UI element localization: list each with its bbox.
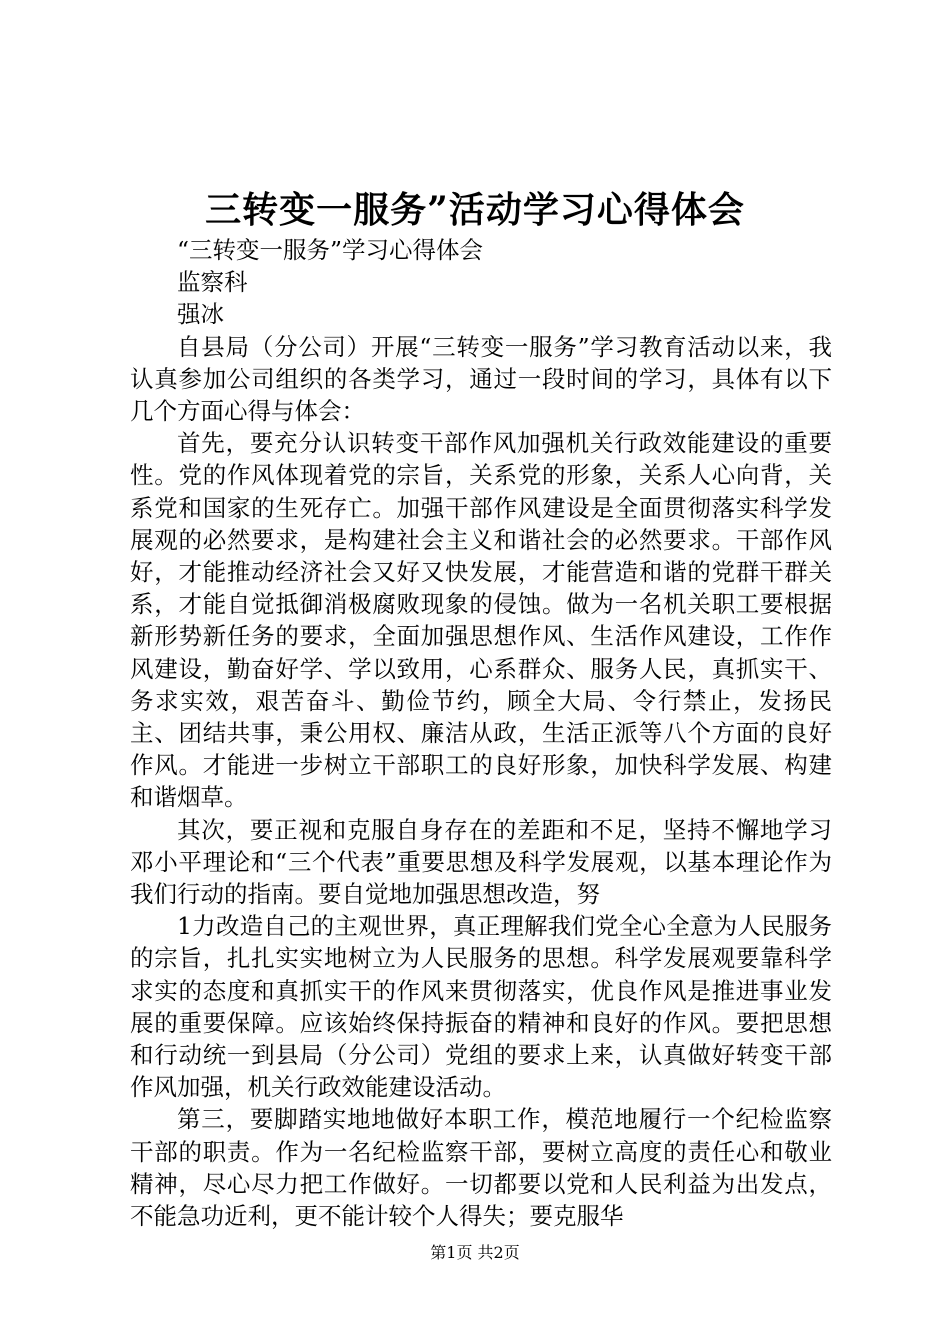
page-footer: 第1页 共2页 — [430, 1243, 520, 1262]
body-paragraph: 其次，要正视和克服自身存在的差距和不足，坚持不懈地学习邓小平理论和“三个代表”重要思想及科学发展观，以基本理论作为我们行动的指南。要自觉地加强思想改造，努 — [130, 815, 832, 909]
document-title: 三转变一服务”活动学习心得体会 — [205, 189, 745, 231]
body-paragraph: 第三，要脚踏实地地做好本职工作，模范地履行一个纪检监察干部的职责。作为一名纪检监察干部，要树立高度的责任心和敬业精神，尽心尽力把工作做好。一切都要以党和人民利益为出发点，不能急功近利，更不能计较个人得失；要克服华 — [130, 1105, 832, 1231]
author-line: 强冰 — [177, 300, 224, 329]
department-line: 监察科 — [177, 268, 248, 297]
subtitle-paragraph: “三转变一服务”学习心得体会 — [177, 236, 484, 264]
body-paragraph: 1力改造自己的主观世界，真正理解我们党全心全意为人民服务的宗旨，扎扎实实地树立为人民服务的思想。科学发展观要靠科学求实的态度和真抓实干的作风来贯彻落实，优良作风是推进事业发展的重要保障。应该始终保持振奋的精神和良好的作风。要把思想和行动统一到县局（分公司）党组的要求上来，认真做好转变干部作风加强，机关行政效能建设活动。 — [130, 912, 832, 1102]
document-body — [130, 234, 832, 1232]
body-paragraph: 首先，要充分认识转变干部作风加强机关行政效能建设的重要性。党的作风体现着党的宗旨，关系党的形象，关系人心向背，关系党和国家的生死存亡。加强干部作风建设是全面贯彻落实科学发展观的必然要求，是构建社会主义和谐社会的必然要求。干部作风好，才能推动经济社会又好又快发展，才能营造和谐的党群干群关系，才能自觉抵御消极腐败现象的侵蚀。做为一名机关职工要根据新形势新任务的要求，全面加强思想作风、生活作风建设，工作作风建设，勤奋好学、学以致用，心系群众、服务人民，真抓实干、务求实效，艰苦奋斗、勤俭节约，顾全大局、令行禁止，发扬民主、团结共事，秉公用权、廉洁从政，生活正派等八个方面的良好作风。才能进一步树立干部职工的良好形象，加快科学发展、构建和谐烟草。 — [130, 429, 832, 812]
body-paragraph: 自县局（分公司）开展“三转变一服务”学习教育活动以来，我认真参加公司组织的各类学习，通过一段时间的学习，具体有以下几个方面心得与体会： — [130, 332, 832, 426]
